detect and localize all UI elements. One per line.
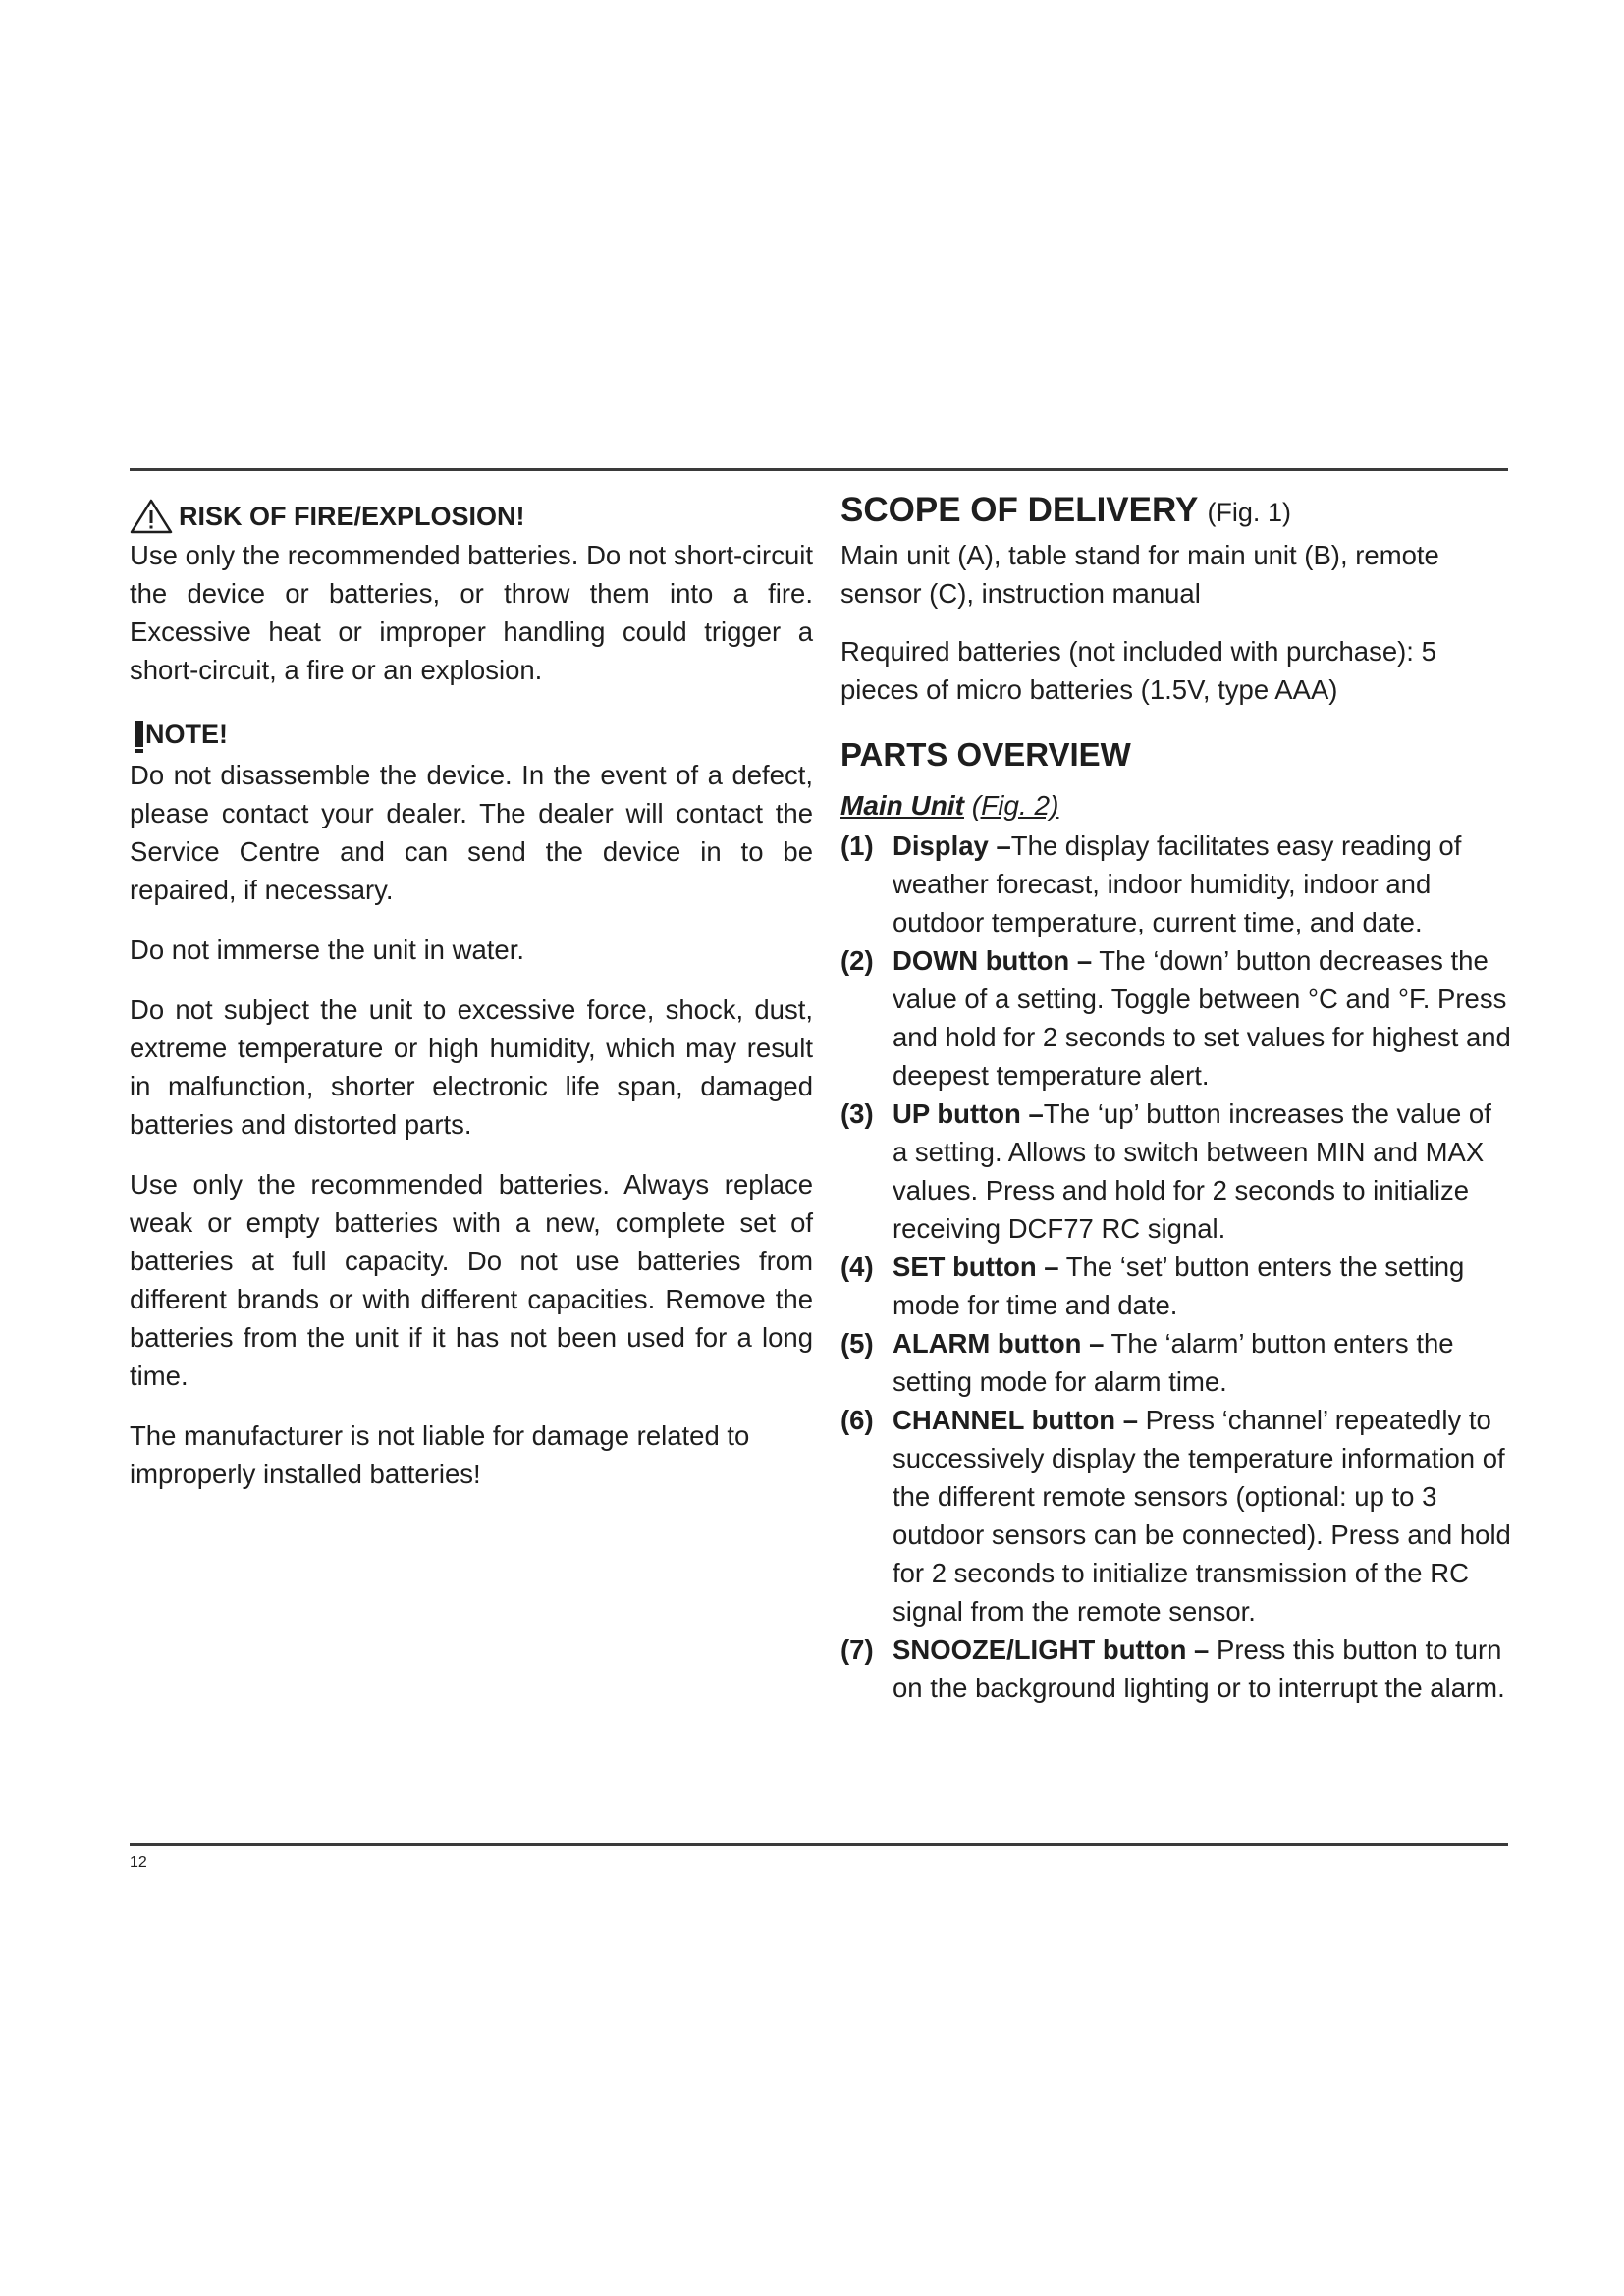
main-unit-fig-ref: (Fig. 2) xyxy=(971,790,1059,821)
item-label: CHANNEL button – xyxy=(893,1405,1139,1435)
main-unit-heading xyxy=(840,787,1512,825)
item-label: DOWN button – xyxy=(893,945,1093,976)
scope-heading xyxy=(840,489,1512,534)
item-label: Display – xyxy=(893,830,1011,861)
list-item xyxy=(840,1401,1512,1630)
main-unit-label: Main Unit xyxy=(840,790,964,821)
paragraph: Do not subject the unit to excessive force, shock, dust, extreme temperature or high humidity, which may result in malfunction, shorter electronic life span, damaged batteries and distorted parts. xyxy=(130,994,813,1140)
item-number: (6) xyxy=(840,1405,874,1435)
note-heading xyxy=(130,717,813,752)
left-column xyxy=(130,489,813,1515)
item-number: (5) xyxy=(840,1328,874,1359)
item-number: (4) xyxy=(840,1252,874,1282)
item-text: Press ‘channel’ repeatedly to successively display the temperature information of the different remote sensors (optional: up to 3 outdoor sensors can be connected). Press and hold for 2 seconds to initialize transmission of the RC signal from the remote sensor. xyxy=(893,1405,1511,1627)
list-item xyxy=(840,1095,1512,1248)
list-item xyxy=(840,1324,1512,1401)
exclamation-icon xyxy=(135,721,143,747)
page-number: 12 xyxy=(130,1854,147,1871)
warning-triangle-icon xyxy=(130,499,173,534)
item-number: (7) xyxy=(840,1634,874,1665)
list-item xyxy=(840,941,1512,1095)
item-number: (2) xyxy=(840,945,874,976)
item-text: The ‘down’ button decreases the value of a setting. Toggle between °C and °F. Press and hold for 2 seconds to set values for highest and deepest temperature alert. xyxy=(893,945,1511,1091)
warning-text: Use only the recommended batteries. Do not short-circuit the device or batteries, or throw them into a fire. Excessive heat or improper handling could trigger a short-circuit, a fire or an explosion. xyxy=(130,540,813,685)
bottom-rule xyxy=(130,1843,1508,1846)
scope-fig-ref: (Fig. 1) xyxy=(1207,498,1291,527)
item-number: (3) xyxy=(840,1098,874,1129)
list-item xyxy=(840,1248,1512,1324)
item-text: The ‘alarm’ button enters the setting mode for alarm time. xyxy=(893,1328,1454,1397)
scope-text: Main unit (A), table stand for main unit (B), remote sensor (C), instruction manual xyxy=(840,540,1439,609)
item-label: SET button – xyxy=(893,1252,1059,1282)
paragraph: Do not disassemble the device. In the event of a defect, please contact your dealer. The dealer will contact the Service Centre and can send the device in to be repaired, if necessary. xyxy=(130,760,813,905)
item-label: ALARM button – xyxy=(893,1328,1105,1359)
item-text: The display facilitates easy reading of weather forecast, indoor humidity, indoor and outdoor temperature, current time, and date. xyxy=(893,830,1462,937)
list-item xyxy=(840,1630,1512,1707)
warning-title: RISK OF FIRE/EXPLOSION! xyxy=(179,502,525,531)
right-column xyxy=(840,489,1512,1707)
note-title: NOTE! xyxy=(145,720,228,749)
warning-heading xyxy=(130,499,813,534)
item-number: (1) xyxy=(840,830,874,861)
paragraph: Do not immerse the unit in water. xyxy=(130,934,524,965)
item-label: UP button – xyxy=(893,1098,1044,1129)
item-text: Press this button to turn on the background lighting or to interrupt the alarm. xyxy=(893,1634,1505,1703)
item-text: The ‘set’ button enters the setting mode for time and date. xyxy=(893,1252,1465,1320)
top-rule xyxy=(130,468,1508,471)
scope-title: SCOPE OF DELIVERY xyxy=(840,491,1198,529)
item-label: SNOOZE/LIGHT button – xyxy=(893,1634,1210,1665)
paragraph: The manufacturer is not liable for damage related to improperly installed batteries! xyxy=(130,1420,750,1489)
item-text: The ‘up’ button increases the value of a setting. Allows to switch between MIN and MAX values. Press and hold for 2 seconds to initialize receiving DCF77 RC signal. xyxy=(893,1098,1491,1244)
paragraph: Use only the recommended batteries. Always replace weak or empty batteries with a new, complete set of batteries at full capacity. Do not use batteries from different brands or with different capacities. Remove the batteries from the unit if it has not been used for a long time. xyxy=(130,1169,813,1391)
parts-overview-title: PARTS OVERVIEW xyxy=(840,736,1131,773)
batteries-text: Required batteries (not included with purchase): 5 pieces of micro batteries (1.5V, type AAA) xyxy=(840,636,1436,705)
list-item xyxy=(840,827,1512,941)
